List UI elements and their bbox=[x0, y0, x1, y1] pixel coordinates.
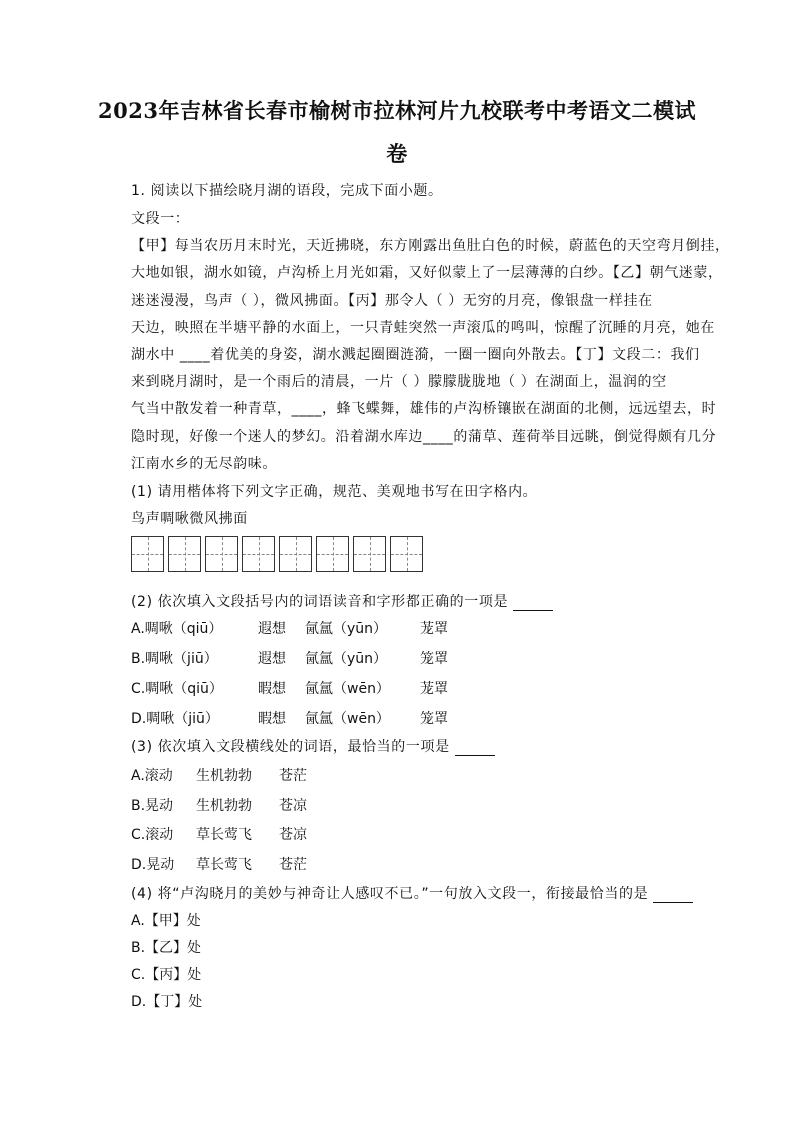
sub1-prompt: (1) 请用楷体将下列文字正确，规范、美观地书写在田字格内。 bbox=[131, 484, 538, 500]
sub2-option-b-2: 遐想 bbox=[258, 651, 286, 667]
sub3-option-c-1: 苍茫 bbox=[279, 768, 307, 784]
grid-cell[interactable] bbox=[390, 536, 423, 572]
passage-line: 大地如银，湖水如镜，卢沟桥上月光如霜，又好似蒙上了一层薄薄的白纱。【乙】朝气迷蒙， bbox=[131, 265, 723, 281]
answer-blank[interactable] bbox=[513, 594, 553, 611]
answer-blank[interactable] bbox=[455, 739, 495, 756]
sub3-option-a-3[interactable]: C.滚动 bbox=[131, 827, 174, 843]
sub2-option-b-1: 遐想 bbox=[258, 621, 286, 637]
sub2-option-a-3[interactable]: C.啁啾（qiū） bbox=[131, 681, 223, 697]
sub3-prompt: (3) 依次填入文段横线处的词语，最恰当的一项是 bbox=[131, 736, 495, 756]
sub1-text: 鸟声啁啾微风拂面 bbox=[131, 511, 248, 527]
passage-line: 来到晓月湖时，是一个雨后的清晨，一片（ ）朦朦胧胧地（ ）在湖面上，温润的空 bbox=[131, 374, 667, 390]
sub2-option-d-2: 笼罩 bbox=[420, 651, 448, 667]
grid-cell[interactable] bbox=[353, 536, 386, 572]
grid-cell[interactable] bbox=[131, 536, 164, 572]
grid-cell[interactable] bbox=[168, 536, 201, 572]
grid-cell[interactable] bbox=[242, 536, 275, 572]
sub4-option-d[interactable]: D.【丁】处 bbox=[131, 994, 203, 1010]
passage-line: 江南水乡的无尽韵味。 bbox=[131, 456, 277, 472]
writing-grid[interactable] bbox=[131, 536, 423, 572]
sub3-option-c-4: 苍茫 bbox=[279, 857, 307, 873]
question-intro: 1. 阅读以下描绘晓月湖的语段，完成下面小题。 bbox=[131, 183, 443, 199]
sub3-option-b-3: 草长莺飞 bbox=[196, 827, 252, 843]
sub3-option-b-2: 生机勃勃 bbox=[196, 798, 252, 814]
sub2-option-d-3: 茏罩 bbox=[420, 681, 448, 697]
sub3-option-b-4: 草长莺飞 bbox=[196, 857, 252, 873]
passage-line: 迷迷漫漫，鸟声（ ），微风拂面。【丙】那令人（ ）无穷的月亮，像银盘一样挂在 bbox=[131, 293, 653, 309]
sub2-option-d-1: 茏罩 bbox=[420, 621, 448, 637]
sub2-option-b-4: 暇想 bbox=[258, 711, 286, 727]
sub3-option-c-3: 苍凉 bbox=[279, 827, 307, 843]
grid-cell[interactable] bbox=[205, 536, 238, 572]
section-label: 文段一： bbox=[131, 211, 190, 227]
passage-line: 隐时现，好像一个迷人的梦幻。沿着湖水库边____的蒲草、莲荷举目远眺，倒觉得颇有几分 bbox=[131, 429, 717, 445]
sub3-option-a-1[interactable]: A.滚动 bbox=[131, 768, 173, 784]
sub2-option-c-4: 氤氲（wēn） bbox=[305, 711, 390, 727]
sub2-option-a-1[interactable]: A.啁啾（qiū） bbox=[131, 621, 223, 637]
sub2-option-a-4[interactable]: D.啁啾（jiū） bbox=[131, 711, 219, 727]
passage-line: 【甲】每当农历月末时光，天近拂晓，东方刚露出鱼肚白色的时候，蔚蓝色的天空弯月倒挂， bbox=[131, 238, 730, 254]
sub4-option-c[interactable]: C.【丙】处 bbox=[131, 967, 202, 983]
sub2-option-c-2: 氤氲（yūn） bbox=[305, 651, 388, 667]
grid-cell[interactable] bbox=[316, 536, 349, 572]
doc-title-line1: 2023年吉林省长春市榆树市拉林河片九校联考中考语文二模试 bbox=[98, 98, 696, 123]
sub4-option-a[interactable]: A.【甲】处 bbox=[131, 913, 201, 929]
passage-line: 天边，映照在半塘平静的水面上，一只青蛙突然一声滚瓜的鸣叫，惊醒了沉睡的月亮，她在 bbox=[131, 320, 715, 336]
sub2-option-c-1: 氤氲（yūn） bbox=[305, 621, 388, 637]
grid-cell[interactable] bbox=[279, 536, 312, 572]
sub2-option-a-2[interactable]: B.啁啾（jiū） bbox=[131, 651, 218, 667]
answer-blank[interactable] bbox=[653, 886, 693, 903]
sub3-option-b-1: 生机勃勃 bbox=[196, 768, 252, 784]
sub4-prompt: (4) 将“卢沟晓月的美妙与神奇让人感叹不已。”一句放入文段一，衔接最恰当的是 bbox=[131, 883, 693, 903]
sub4-option-b[interactable]: B.【乙】处 bbox=[131, 940, 202, 956]
sub2-option-c-3: 氤氲（wēn） bbox=[305, 681, 390, 697]
sub2-option-b-3: 暇想 bbox=[258, 681, 286, 697]
sub3-option-a-2[interactable]: B.晃动 bbox=[131, 798, 174, 814]
sub2-option-d-4: 笼罩 bbox=[420, 711, 448, 727]
sub3-option-c-2: 苍凉 bbox=[279, 798, 307, 814]
passage-line: 气当中散发着一种青草，____，蜂飞蝶舞，雄伟的卢沟桥镶嵌在湖面的北侧，远远望去，时 bbox=[131, 401, 717, 417]
sub3-option-a-4[interactable]: D.晃动 bbox=[131, 857, 175, 873]
passage-line: 湖水中 ____着优美的身姿，湖水溅起圈圈涟漪，一圈一圈向外散去。【丁】文段二：我们 bbox=[131, 347, 700, 363]
sub2-prompt: (2) 依次填入文段括号内的词语读音和字形都正确的一项是 bbox=[131, 591, 553, 611]
doc-title-line2: 卷 bbox=[386, 141, 408, 166]
